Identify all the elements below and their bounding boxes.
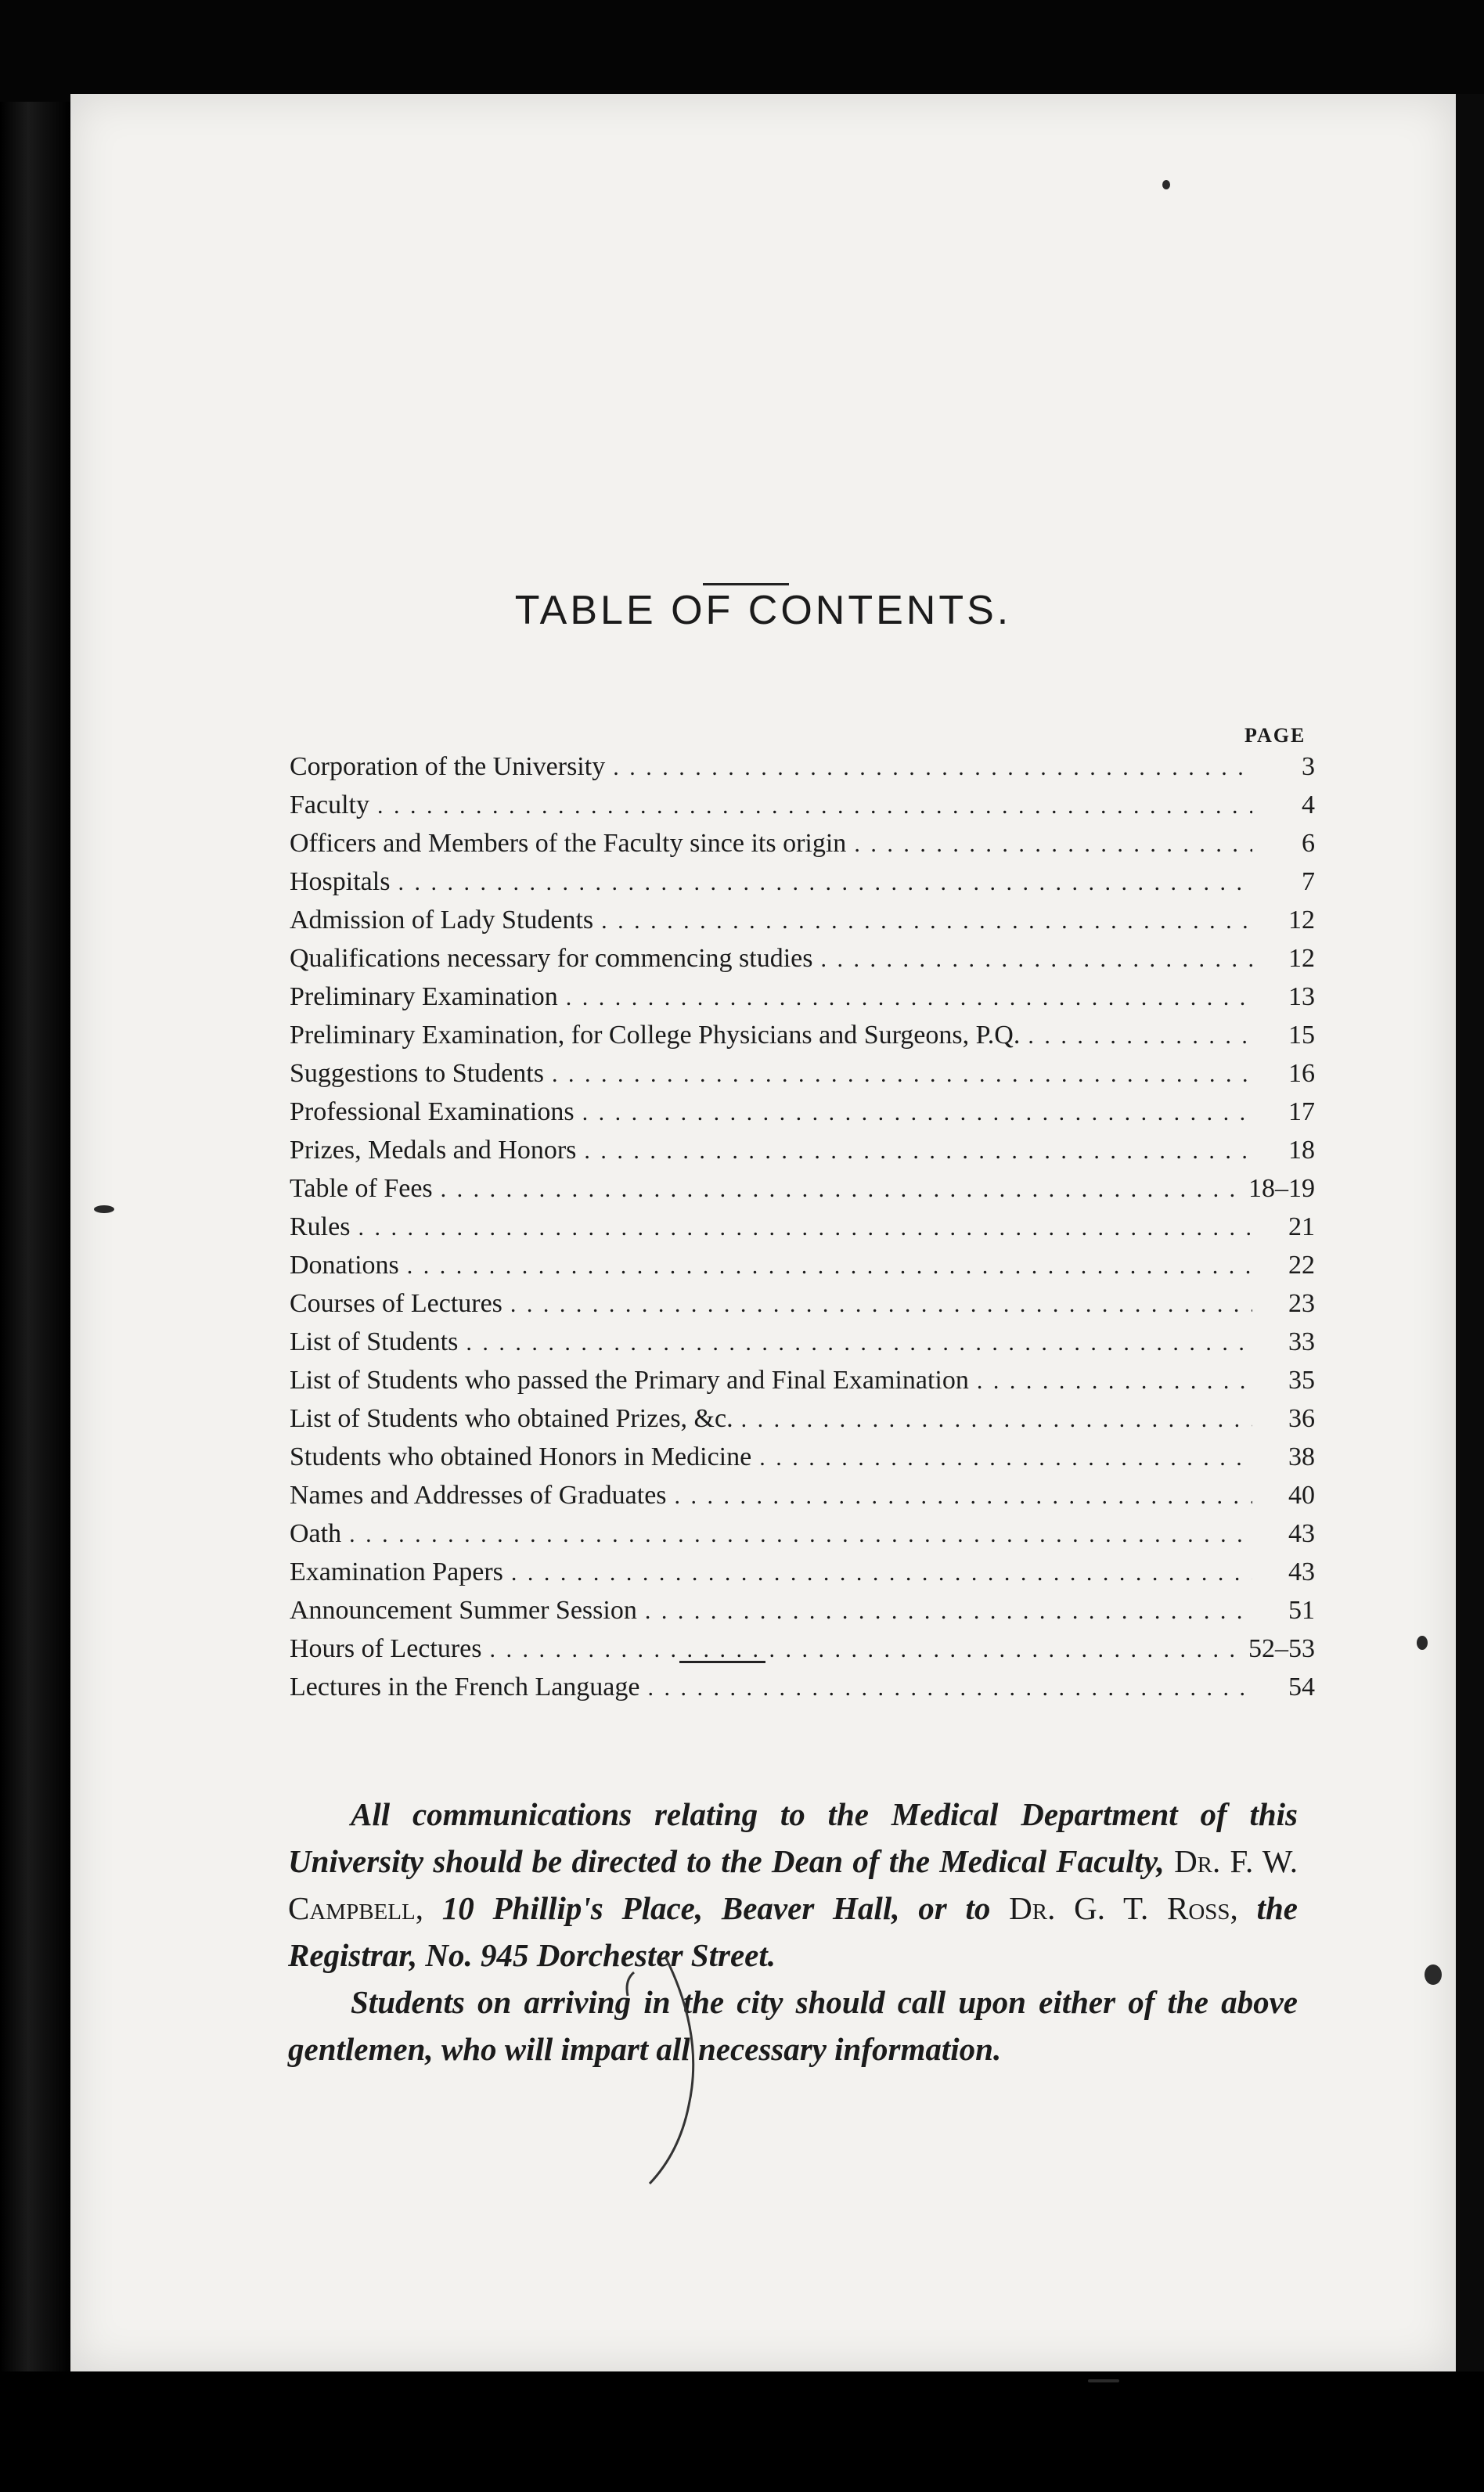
toc-entry-page: 18: [1288, 1136, 1315, 1165]
title-divider: [703, 583, 789, 585]
toc-entry-page: 52–53: [1248, 1634, 1315, 1663]
notice-text: All communications relating to the Medical Department of this University should be directed to the Dean of the Medical Faculty,: [288, 1796, 1298, 1879]
toc-entry: [290, 1630, 1315, 1668]
toc-entry-title: Preliminary Examination: [290, 982, 558, 1011]
toc-entry-page: 51: [1288, 1596, 1315, 1625]
toc-entry-title: Courses of Lectures: [290, 1289, 502, 1318]
toc-entry-title: Names and Addresses of Graduates: [290, 1481, 667, 1510]
toc-entry-page: 36: [1288, 1404, 1315, 1433]
toc-entry: [290, 1476, 1315, 1514]
toc-entry: [290, 1399, 1315, 1438]
dot-leader: [584, 1132, 1252, 1170]
toc-entry-title: List of Students who passed the Primary and Final Examination: [290, 1366, 969, 1395]
arrival-notice-paragraph: Students on arriving in the city should call upon either of the above gentlemen, who will impart all necessary information.: [288, 1984, 1298, 2067]
toc-entry: [290, 939, 1315, 978]
toc-entry: [290, 1284, 1315, 1323]
toc-entry: [290, 1668, 1315, 1706]
toc-entry-page: 54: [1288, 1673, 1315, 1702]
toc-entry-page: 7: [1302, 867, 1315, 896]
toc-entry-title: Qualifications necessary for commencing studies: [290, 944, 813, 973]
toc-entry: [290, 1438, 1315, 1476]
toc-entry-page: 23: [1288, 1289, 1315, 1318]
notice-text: the Registrar, No. 945 Dorchester Street.: [288, 1890, 1298, 1973]
dot-leader: [854, 825, 1252, 863]
toc-entry-title: Students who obtained Honors in Medicine: [290, 1442, 752, 1471]
toc-entry: [290, 1361, 1315, 1399]
toc-entry-title: Preliminary Examination, for College Physicians and Surgeons, P.Q.: [290, 1021, 1021, 1050]
dot-leader: [675, 1477, 1252, 1515]
toc-entry: [290, 1514, 1315, 1553]
dot-leader: [358, 1208, 1252, 1247]
dot-leader: [511, 1554, 1252, 1592]
dot-leader: [398, 863, 1252, 902]
toc-entry: [290, 1246, 1315, 1284]
toc-entry-page: 13: [1288, 982, 1315, 1011]
notice-text: 10 Phillip's Place, Beaver Hall, or to: [423, 1890, 1010, 1926]
toc-entry-page: 35: [1288, 1366, 1315, 1395]
toc-entry-page: 38: [1288, 1442, 1315, 1471]
toc-entry: [290, 1169, 1315, 1208]
contents-list: [290, 747, 1315, 1706]
toc-entry: [290, 1323, 1315, 1361]
toc-entry-page: 3: [1302, 752, 1315, 781]
registrar-name: Dr. G. T. Ross,: [1009, 1890, 1238, 1926]
dot-leader: [510, 1285, 1252, 1323]
toc-entry: [290, 1553, 1315, 1591]
toc-entry-title: Rules: [290, 1212, 351, 1241]
toc-entry-title: Prizes, Medals and Honors: [290, 1136, 577, 1165]
toc-entry: [290, 1591, 1315, 1630]
dot-leader: [977, 1362, 1252, 1400]
dot-leader: [741, 1400, 1252, 1439]
toc-entry-page: 16: [1288, 1059, 1315, 1088]
toc-entry-title: Hours of Lectures: [290, 1634, 482, 1663]
toc-entry: [290, 1093, 1315, 1131]
dot-leader: [647, 1669, 1252, 1707]
toc-entry-page: 12: [1288, 944, 1315, 973]
dot-leader: [407, 1247, 1252, 1285]
contact-notice-paragraph: [288, 1791, 1298, 1979]
toc-entry-title: Suggestions to Students: [290, 1059, 544, 1088]
toc-entry-page: 6: [1302, 829, 1315, 858]
toc-entry-title: Officers and Members of the Faculty since its origin: [290, 829, 847, 858]
document-page: [70, 94, 1456, 2371]
scan-speck: [1417, 1636, 1428, 1650]
dot-leader: [582, 1093, 1252, 1132]
toc-entry-page: 12: [1288, 906, 1315, 934]
scan-speck: [94, 1205, 114, 1213]
toc-entry: [290, 1208, 1315, 1246]
dot-leader: [349, 1515, 1252, 1554]
pencil-scribble: [618, 1949, 712, 2231]
toc-entry-page: 33: [1288, 1327, 1315, 1356]
book-spine: [0, 102, 70, 2371]
dot-leader: [601, 902, 1252, 940]
dot-leader: [466, 1323, 1252, 1362]
page-title: TABLE OF CONTENTS.: [514, 588, 1012, 633]
dot-leader: [552, 1055, 1252, 1093]
dot-leader: [1028, 1017, 1252, 1055]
toc-entry-page: 40: [1288, 1481, 1315, 1510]
dot-leader: [820, 940, 1252, 978]
toc-entry-title: Corporation of the University: [290, 752, 606, 781]
scan-speck: [1162, 180, 1170, 189]
toc-entry-page: 43: [1288, 1519, 1315, 1548]
toc-entry-page: 4: [1302, 790, 1315, 819]
toc-entry-page: 17: [1288, 1097, 1315, 1126]
toc-entry-title: List of Students: [290, 1327, 459, 1356]
toc-entry: [290, 901, 1315, 939]
page-column-label: PAGE: [1244, 724, 1306, 747]
toc-entry: [290, 1016, 1315, 1054]
toc-entry: [290, 978, 1315, 1016]
toc-entry-title: Announcement Summer Session: [290, 1596, 637, 1625]
toc-entry: [290, 786, 1315, 824]
toc-entry-title: Donations: [290, 1251, 399, 1280]
toc-entry-page: 15: [1288, 1021, 1315, 1050]
toc-entry-title: Admission of Lady Students: [290, 906, 594, 934]
toc-entry-page: 21: [1288, 1212, 1315, 1241]
dot-leader: [377, 787, 1252, 825]
dot-leader: [441, 1170, 1241, 1208]
bottom-scan-border: [0, 2371, 1484, 2492]
toc-entry-page: 18–19: [1248, 1174, 1315, 1203]
toc-entry-title: Table of Fees: [290, 1174, 433, 1203]
toc-entry-title: List of Students who obtained Prizes, &c.: [290, 1404, 733, 1433]
toc-entry: [290, 1054, 1315, 1093]
toc-entry-title: Examination Papers: [290, 1558, 503, 1586]
toc-entry-title: Faculty: [290, 790, 369, 819]
contact-notice: [288, 1791, 1298, 2072]
toc-entry-title: Lectures in the French Language: [290, 1673, 640, 1702]
toc-entry-page: 43: [1288, 1558, 1315, 1586]
toc-entry: [290, 824, 1315, 862]
toc-entry-title: Professional Examinations: [290, 1097, 575, 1126]
dot-leader: [759, 1439, 1252, 1477]
dot-leader: [566, 978, 1252, 1017]
dot-leader: [613, 748, 1252, 787]
toc-entry-page: 22: [1288, 1251, 1315, 1280]
scan-speck: [1425, 1964, 1442, 1985]
toc-entry: [290, 862, 1315, 901]
scan-speck: [1088, 2379, 1119, 2382]
dot-leader: [489, 1630, 1241, 1669]
toc-entry-title: Oath: [290, 1519, 342, 1548]
dot-leader: [645, 1592, 1252, 1630]
right-page-edge: [1456, 94, 1484, 2371]
toc-entry-title: Hospitals: [290, 867, 391, 896]
toc-entry: [290, 747, 1315, 786]
dean-name: Dr. F. W. Campbell,: [288, 1843, 1298, 1926]
toc-entry: [290, 1131, 1315, 1169]
notice-divider: [679, 1661, 765, 1663]
